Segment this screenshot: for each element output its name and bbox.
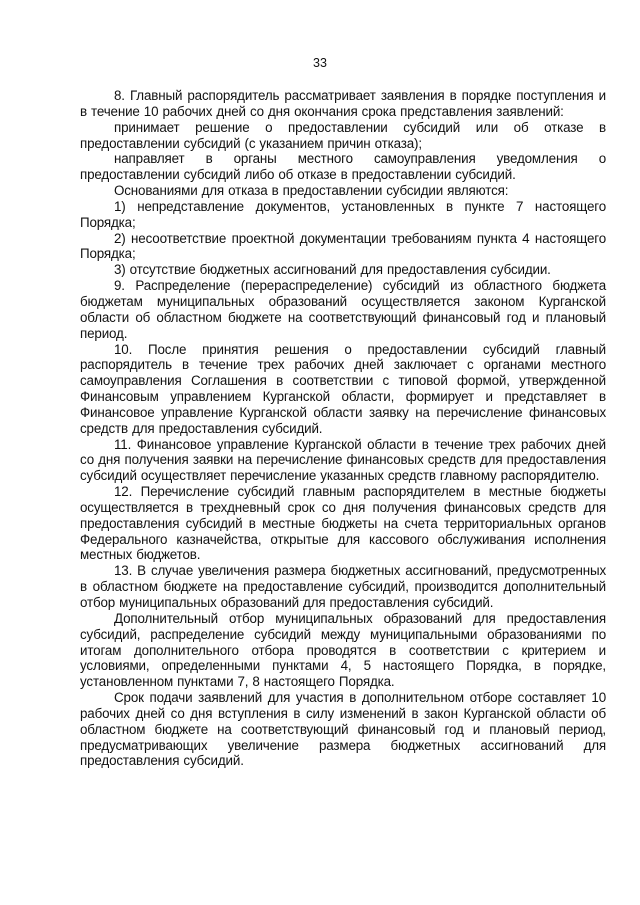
paragraph-11: 11. Финансовое управление Курганской области в течение трех рабочих дней со дня получения заявки на перечисление финансовых средств для предоставления субсидий осуществляет перечисление указанных средств главному распорядителю.	[80, 436, 606, 484]
paragraph-8-notification: направляет в органы местного самоуправления уведомления о предоставлении субсидий либо об отказе в предоставлении субсидий.	[80, 151, 606, 183]
paragraph-12: 12. Перечисление субсидий главным распорядителем в местные бюджеты осуществляется в трехдневный срок со дня получения финансовых средств для предоставления субсидий в местные бюджеты на счета территориальных органов Федерального казначейства, открытые для кассового обслуживания исполнения местных бюджетов.	[80, 484, 606, 563]
paragraph-9: 9. Распределение (перераспределение) субсидий из областного бюджета бюджетам муниципальных образований осуществляется законом Курганской области об областном бюджете на соответствующий финансовый год и плановый период.	[80, 278, 606, 341]
paragraph-10: 10. После принятия решения о предоставлении субсидий главный распорядитель в течение трех рабочих дней заключает с органами местного самоуправления Соглашения в соответствии с типовой формой, утвержденной Финансовым управлением Курганской области, формирует и представляет в Финансовое управление Курганской области заявку на перечисление финансовых средств для предоставления субсидий.	[80, 341, 606, 436]
paragraph-13-deadline: Срок подачи заявлений для участия в дополнительном отборе составляет 10 рабочих дней со дня вступления в силу изменений в закон Курганской области об областном бюджете на соответствующий финансовый год и плановый период, предусматривающих увеличение размера бюджетных ассигнований для предоставления субсидий.	[80, 690, 606, 769]
paragraph-13-additional-selection: Дополнительный отбор муниципальных образований для предоставления субсидий, распределение субсидий между муниципальными образованиями по итогам дополнительного отбора проводятся в соответствии с критерием и условиями, определенными пунктами 4, 5 настоящего Порядка, в порядке, установленном пунктами 7, 8 настоящего Порядка.	[80, 610, 606, 690]
paragraph-refusal-3: 3) отсутствие бюджетных ассигнований для предоставления субсидии.	[114, 262, 551, 278]
paragraph-13: 13. В случае увеличения размера бюджетных ассигнований, предусмотренных в областном бюджете на предоставление субсидий, производится дополнительный отбор муниципальных образований для предоставления субсидий.	[80, 563, 606, 610]
paragraph-8-intro: 8. Главный распорядитель рассматривает заявления в порядке поступления и в течение 10 рабочих дней со дня окончания срока представления заявлений:	[80, 88, 606, 119]
document-body	[80, 88, 606, 769]
paragraph-refusal-grounds: Основаниями для отказа в предоставлении субсидии являются:	[114, 183, 509, 199]
paragraph-refusal-2: 2) несоответствие проектной документации требованиям пункта 4 настоящего Порядка;	[80, 230, 606, 262]
page-number: 33	[313, 56, 327, 70]
paragraph-refusal-1: 1) непредставление документов, установленных в пункте 7 настоящего Порядка;	[80, 198, 606, 230]
paragraph-8-decision: принимает решение о предоставлении субсидий или об отказе в предоставлении субсидий (с указанием причин отказа);	[80, 119, 606, 151]
